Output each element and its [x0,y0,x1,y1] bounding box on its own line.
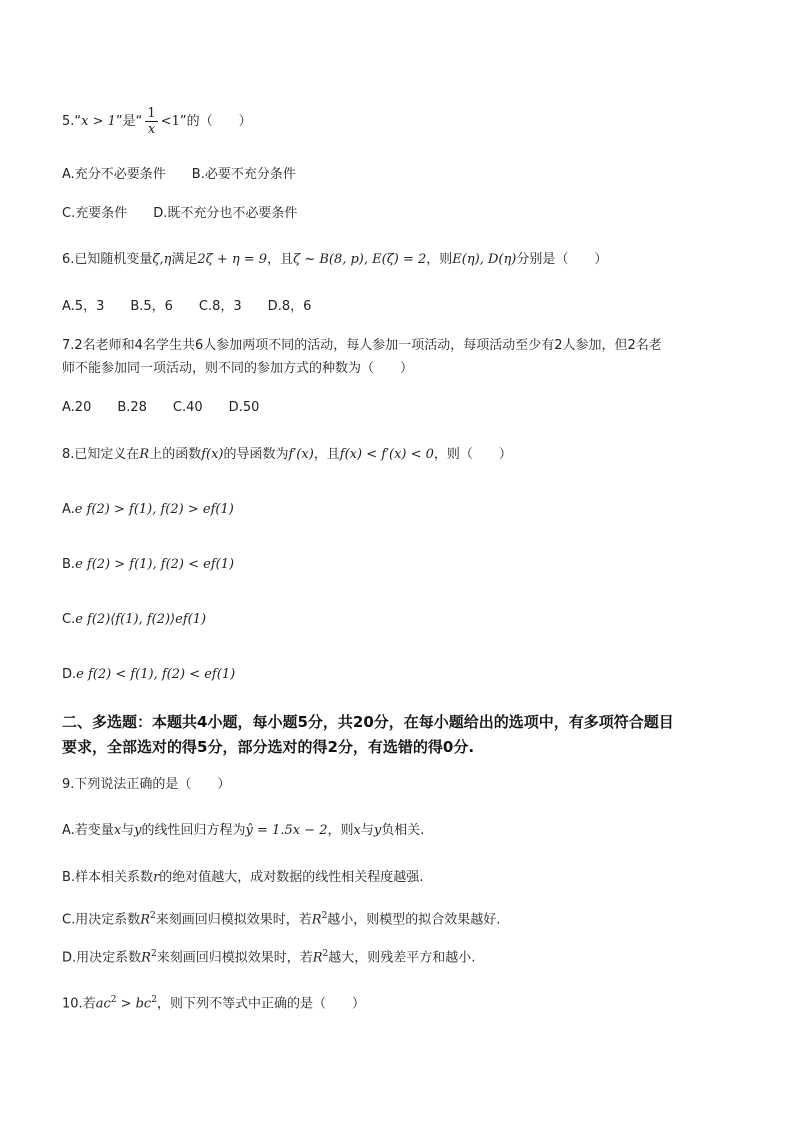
question-9: 9.下列说法正确的是（ ） [62,777,231,792]
q5-condition-1: x > 1 [81,114,116,129]
section-2-heading-line-2: 要求，全部选对的得5分，部分选对的得2分，有选错的得0分. [62,738,475,756]
q9-option-c: C.用决定系数$R^2$来刻画回归模拟效果时，若$R^2$越小，则模型的拟合效果越好. [62,911,501,928]
q5-condition-2: <1 [160,114,180,129]
q9-option-a: A.若变量x与y的线性回归方程为ŷ = 1.5x − 2，则x与y负相关. [62,823,425,838]
q6-options: A.5，3 B.5，6 C.8，3 D.8，6 [62,299,312,314]
q9-option-b: B.样本相关系数r的绝对值越大，成对数据的线性相关程度越强. [62,870,424,885]
question-6: 6.已知随机变量ζ,η满足2ζ + η = 9，且ζ ~ B(8, p), E(ζ) = 2，则E(η), D(η)分别是（ ） [62,252,608,267]
q8-option-a: A.e f(2) > f(1), f(2) > ef(1) [62,502,234,517]
question-10: 10.若$ac^2 > bc^2$，则下列不等式中正确的是（ ） [62,995,365,1012]
question-7-line-1: 7.2名老师和4名学生共6人参加两项不同的活动，每人参加一项活动，每项活动至少有2人参加，但2名老 [62,338,662,353]
question-8: 8.已知定义在R上的函数f(x)的导函数为f′(x)，且f(x) < f′(x) < 0，则（ ） [62,447,512,462]
q5-number: 5. [62,114,75,129]
section-2-heading-line-1: 二、多选题：本题共4小题，每小题5分，共20分，在每小题给出的选项中，有多项符合题目 [62,713,674,731]
q5-fraction: $\frac{1}{x}$ [147,106,156,137]
q9-option-d: D.用决定系数$R^2$来刻画回归模拟效果时，若$R^2$越大，则残差平方和越小. [62,949,476,966]
question-7-line-2: 师不能参加同一项活动，则不同的参加方式的种数为（ ） [62,361,414,376]
q7-options: A.20 B.28 C.40 D.50 [62,400,260,415]
q8-option-d: D.e f(2) < f(1), f(2) < ef(1) [62,667,236,682]
q5-options-row-1: A.充分不必要条件 B.必要不充分条件 [62,167,296,182]
q8-option-b: B.e f(2) > f(1), f(2) < ef(1) [62,557,235,572]
q5-options-row-2: C.充要条件 D.既不充分也不必要条件 [62,206,298,221]
q8-option-c: C.e f(2)⟨f(1), f(2)⟩ef(1) [62,612,207,627]
question-5: 5.“x > 1”是“ $\frac{1}{x}$ <1”的（ ） [62,106,252,137]
